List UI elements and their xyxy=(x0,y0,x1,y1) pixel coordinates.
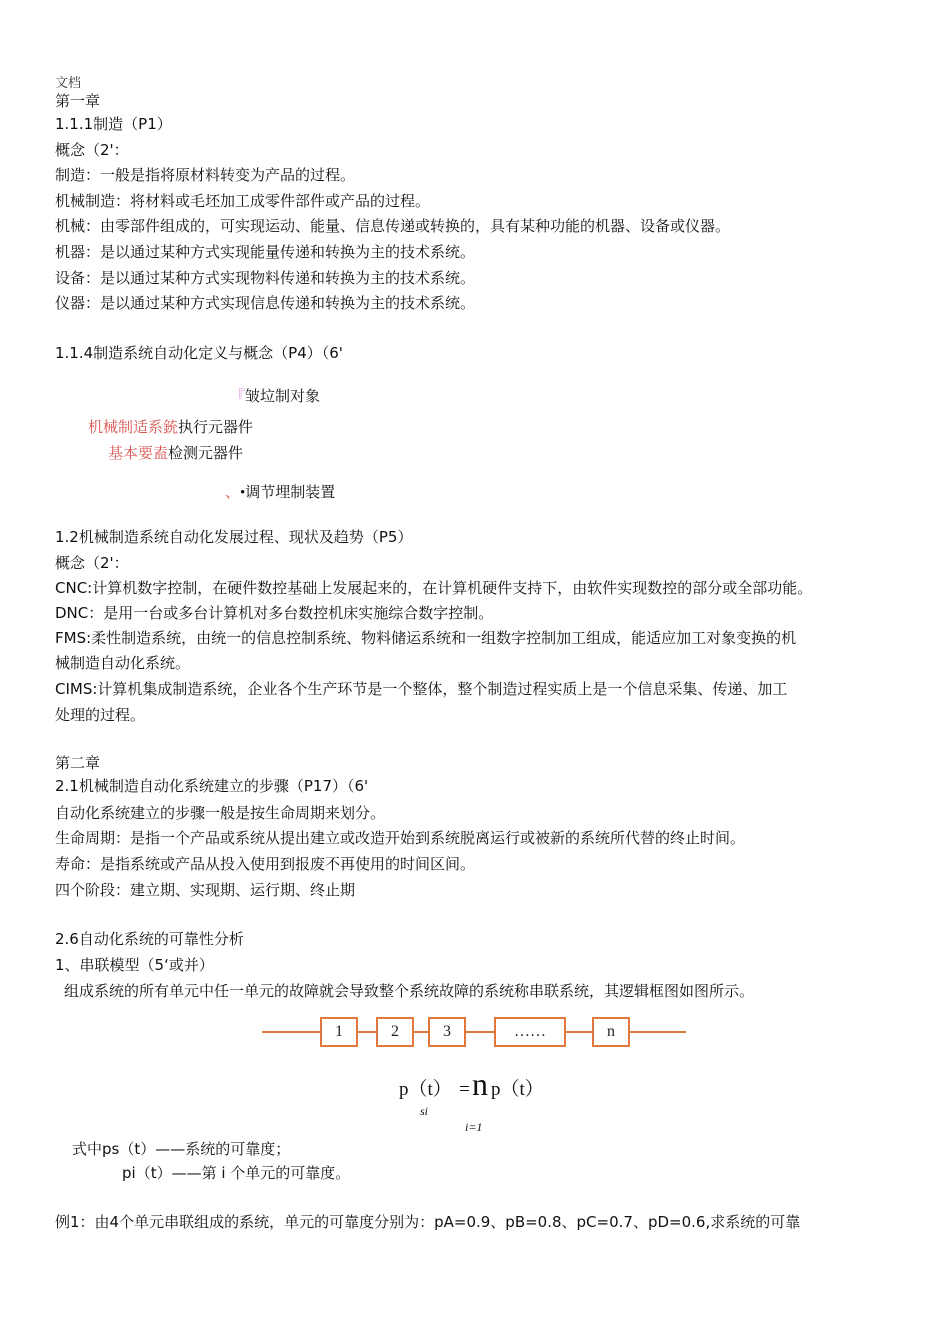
text-line: 寿命：是指系统或产品从投入使用到报废不再使用的时间区间。 xyxy=(55,855,476,873)
text-line: 四个阶段：建立期、实现期、运行期、终止期 xyxy=(55,881,356,899)
scan-text: 执行元器件 xyxy=(178,420,254,436)
section-2-1-heading: 2.1机械制造自动化系统建立的步骤（P17）（6' xyxy=(55,777,369,795)
definition-line: 机械：由零部件组成的，可实现运动、能量、信息传递或转换的，具有某种功能的机器、设备或仪器。 xyxy=(55,217,731,235)
text-line: 生命周期：是指一个产品或系统从提出建立或改造开始到系统脱离运行或被新的系统所代替的终止时间。 xyxy=(55,829,746,847)
term-line: FMS:柔性制造系统，由统一的信息控制系统、物料储运系统和一组数字控制加工组成，能适应加工对象变换的机 xyxy=(55,629,797,647)
unit-box: 1 xyxy=(320,1017,358,1047)
scan-line-control-object xyxy=(230,387,320,407)
example-1: 例1：由4个单元串联组成的系统，单元的可靠度分别为：pA=0.9、pB=0.8、pC=0.7、pD=0.6,求系统的可靠 xyxy=(55,1213,801,1231)
series-model-title: 1、串联模型（5‘或并） xyxy=(55,956,214,974)
chapter-1-title: 第一章 xyxy=(55,92,101,110)
term-line: CIMS:计算机集成制造系统，企业各个生产环节是一个整体，整个制造过程实质上是一个信息采集、传递、加工 xyxy=(55,680,788,698)
scan-red-text: 机械制适系銃 xyxy=(88,420,179,436)
header-label: 文档 xyxy=(55,76,82,91)
section-1-1-4-heading: 1.1.4制造系统自动化定义与概念（P4）（6' xyxy=(55,344,343,362)
scan-line-sensor xyxy=(108,444,243,464)
formula-product-operator: n xyxy=(472,1066,488,1102)
definition-line: 机器：是以通过某种方式实现能量传递和转换为主的技术系统。 xyxy=(55,243,476,261)
scan-line-controller xyxy=(225,483,335,503)
section-1-2-heading: 1.2机械制造系统自动化发展过程、现状及趋势（P5） xyxy=(55,528,413,546)
formula-index: i=1 xyxy=(465,1120,483,1134)
scan-red-text: 基本要盍 xyxy=(108,446,169,462)
concept-label: 概念（2'： xyxy=(55,141,129,159)
unit-box: n xyxy=(592,1017,630,1047)
section-2-6-heading: 2.6自动化系统的可靠性分析 xyxy=(55,930,244,948)
term-line: 械制造自动化系统。 xyxy=(55,654,191,672)
term-line: 处理的过程。 xyxy=(55,706,146,724)
definition-line: 制造：一般是指将原材料转变为产品的过程。 xyxy=(55,166,356,184)
definition-line: 仪器：是以通过某种方式实现信息传递和转换为主的技术系统。 xyxy=(55,294,476,312)
formula-rhs: p（t） xyxy=(491,1079,544,1100)
scan-red-text: 、 xyxy=(225,485,241,501)
series-block-diagram xyxy=(262,1014,688,1050)
unit-box: 3 xyxy=(428,1017,466,1047)
definition-line: 设备：是以通过某种方式实现物料传递和转换为主的技术系统。 xyxy=(55,269,476,287)
term-line: CNC:计算机数字控制，在硬件数控基础上发展起来的，在计算机硬件支持下，由软件实现数控的部分或全部功能。 xyxy=(55,579,813,597)
text-line: 自动化系统建立的步骤一般是按生命周期来划分。 xyxy=(55,804,386,822)
scan-text: •调节埋制装置 xyxy=(240,485,336,501)
unit-box: …… xyxy=(494,1017,566,1047)
formula-lhs-subscript: si xyxy=(420,1104,429,1118)
section-1-1-1-heading: 1.1.1制造（P1） xyxy=(55,115,172,133)
formula-lhs: p（t） xyxy=(399,1079,452,1100)
definition-line: 机械制造：将材料或毛坯加工成零件部件或产品的过程。 xyxy=(55,192,431,210)
chapter-2-title: 第二章 xyxy=(55,754,101,772)
unit-box: 2 xyxy=(376,1017,414,1047)
bracket-mark: 『 xyxy=(230,389,246,405)
scan-line-actuator xyxy=(88,418,253,438)
scan-text: 检测元器件 xyxy=(168,446,244,462)
formula-equals: = xyxy=(459,1079,470,1100)
scan-text: 皱垃制对象 xyxy=(245,389,321,405)
concept-label: 概念（2'： xyxy=(55,554,129,572)
formula-explanation-ps: 式中ps（t）——系统的可靠度； xyxy=(72,1140,291,1158)
series-model-description: 组成系统的所有单元中任一单元的故障就会导致整个系统故障的系统称串联系统，其逻辑框图如图所示。 xyxy=(64,982,755,1000)
term-line: DNC：是用一台或多台计算机对多台数控机床实施综合数字控制。 xyxy=(55,604,494,622)
formula-explanation-pi: pi（t）——第 i 个单元的可靠度。 xyxy=(122,1164,351,1182)
